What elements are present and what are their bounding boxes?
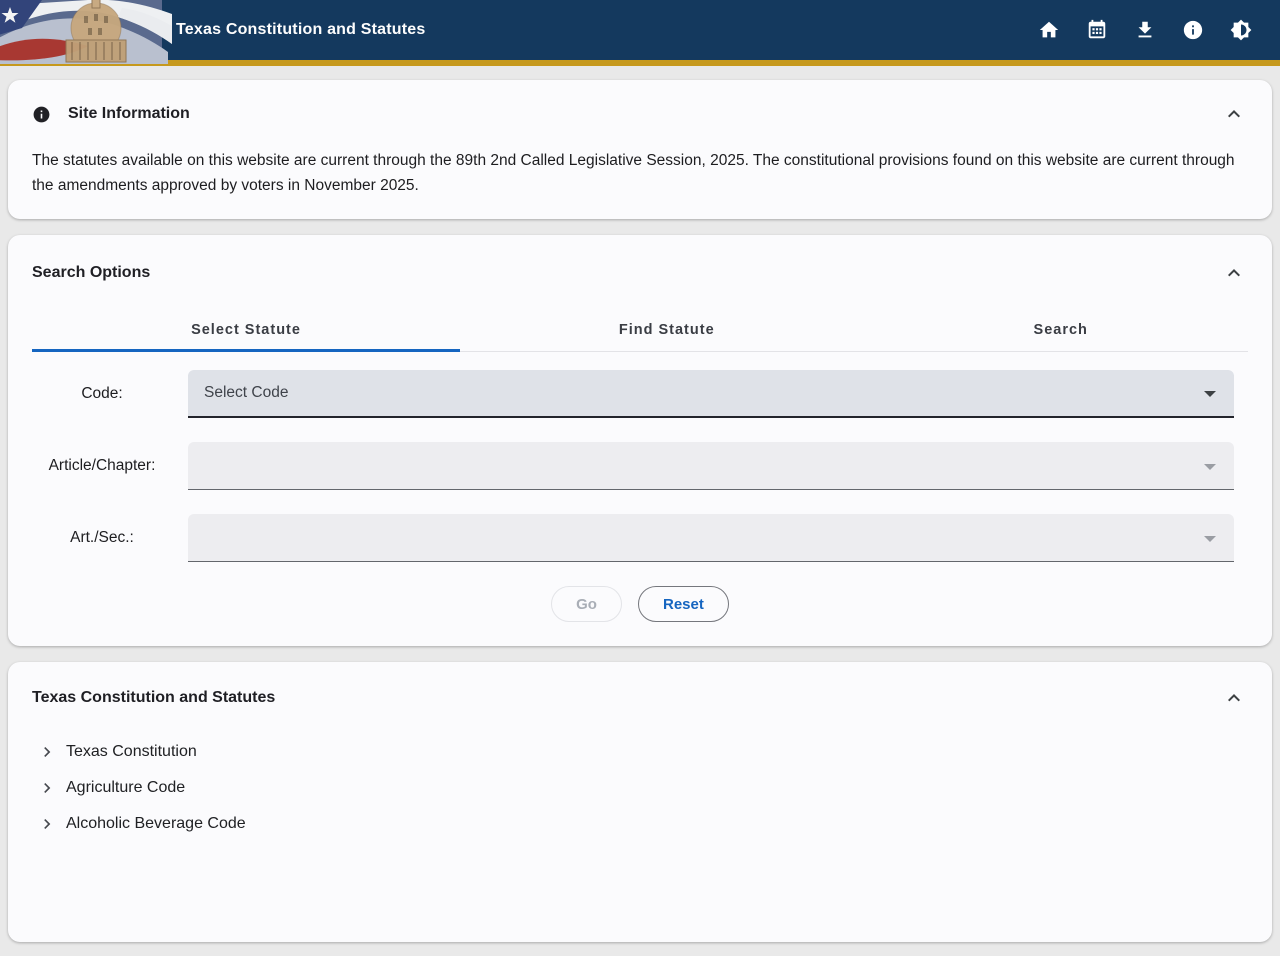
calendar-icon <box>1086 19 1108 41</box>
tree-item-agriculture-code[interactable] <box>32 770 1248 806</box>
info-button[interactable] <box>1176 13 1210 47</box>
tab-search[interactable]: Search <box>873 309 1248 351</box>
code-select-value: Select Code <box>204 384 289 401</box>
code-label: Code: <box>81 385 123 402</box>
search-options-title: Search Options <box>32 264 151 281</box>
chevron-up-icon <box>1222 686 1246 710</box>
search-tabs <box>32 309 1248 352</box>
art-sec-select <box>188 514 1234 562</box>
search-options-card <box>8 235 1272 646</box>
tree-item-label: Agriculture Code <box>66 779 186 796</box>
download-icon <box>1134 19 1156 41</box>
article-chapter-field-row <box>32 442 1248 490</box>
art-sec-label: Art./Sec.: <box>70 529 134 546</box>
info-icon <box>1182 19 1204 41</box>
tree-item-label: Alcoholic Beverage Code <box>66 815 246 832</box>
tree-item-label: Texas Constitution <box>66 743 197 760</box>
search-options-header <box>32 259 1248 287</box>
dropdown-caret-icon <box>1204 391 1216 397</box>
chevron-right-icon <box>37 814 57 834</box>
search-options-collapse-button[interactable] <box>1220 259 1248 287</box>
form-buttons <box>32 586 1248 622</box>
site-information-title: Site Information <box>68 105 190 122</box>
go-button[interactable]: Go <box>551 586 622 622</box>
chevron-up-icon <box>1222 102 1246 126</box>
dropdown-caret-icon <box>1204 536 1216 542</box>
calendar-button[interactable] <box>1080 13 1114 47</box>
statutes-tree <box>32 734 1248 842</box>
home-button[interactable] <box>1032 13 1066 47</box>
statutes-tree-collapse-button[interactable] <box>1220 684 1248 712</box>
site-information-card <box>8 80 1272 219</box>
article-chapter-select <box>188 442 1234 490</box>
info-circle-icon <box>32 105 51 124</box>
site-information-collapse-button[interactable] <box>1220 100 1248 128</box>
statutes-tree-card <box>8 662 1272 942</box>
code-field-row <box>32 370 1248 418</box>
tree-item-texas-constitution[interactable] <box>32 734 1248 770</box>
statutes-tree-title: Texas Constitution and Statutes <box>32 689 276 706</box>
statutes-tree-header <box>32 684 1248 712</box>
download-button[interactable] <box>1128 13 1162 47</box>
topbar-actions <box>1032 13 1280 47</box>
article-chapter-label: Article/Chapter: <box>48 457 156 474</box>
top-navbar <box>0 0 1280 60</box>
site-information-header <box>32 100 1248 128</box>
code-select[interactable] <box>188 370 1234 418</box>
site-information-text: The statutes available on this website are current through the 89th 2nd Called Legislative Session, 2025. The constitutional provisions found on this website are current through the amendments approved by voters in November 2025. <box>32 152 1235 194</box>
tab-find-statute[interactable]: Find Statute <box>460 309 873 351</box>
chevron-right-icon <box>37 778 57 798</box>
app-title: Texas Constitution and Statutes <box>176 21 426 38</box>
tree-item-alcoholic-beverage-code[interactable] <box>32 806 1248 842</box>
chevron-right-icon <box>37 742 57 762</box>
dropdown-caret-icon <box>1204 464 1216 470</box>
theme-toggle-button[interactable] <box>1224 13 1258 47</box>
art-sec-field-row <box>32 514 1248 562</box>
tab-select-statute[interactable]: Select Statute <box>32 309 460 351</box>
reset-button[interactable]: Reset <box>638 586 729 622</box>
capitol-flag-image <box>0 0 162 60</box>
select-statute-form <box>32 370 1248 622</box>
page-content <box>0 66 1280 956</box>
brightness-icon <box>1230 19 1252 41</box>
chevron-up-icon <box>1222 261 1246 285</box>
home-icon <box>1038 19 1060 41</box>
